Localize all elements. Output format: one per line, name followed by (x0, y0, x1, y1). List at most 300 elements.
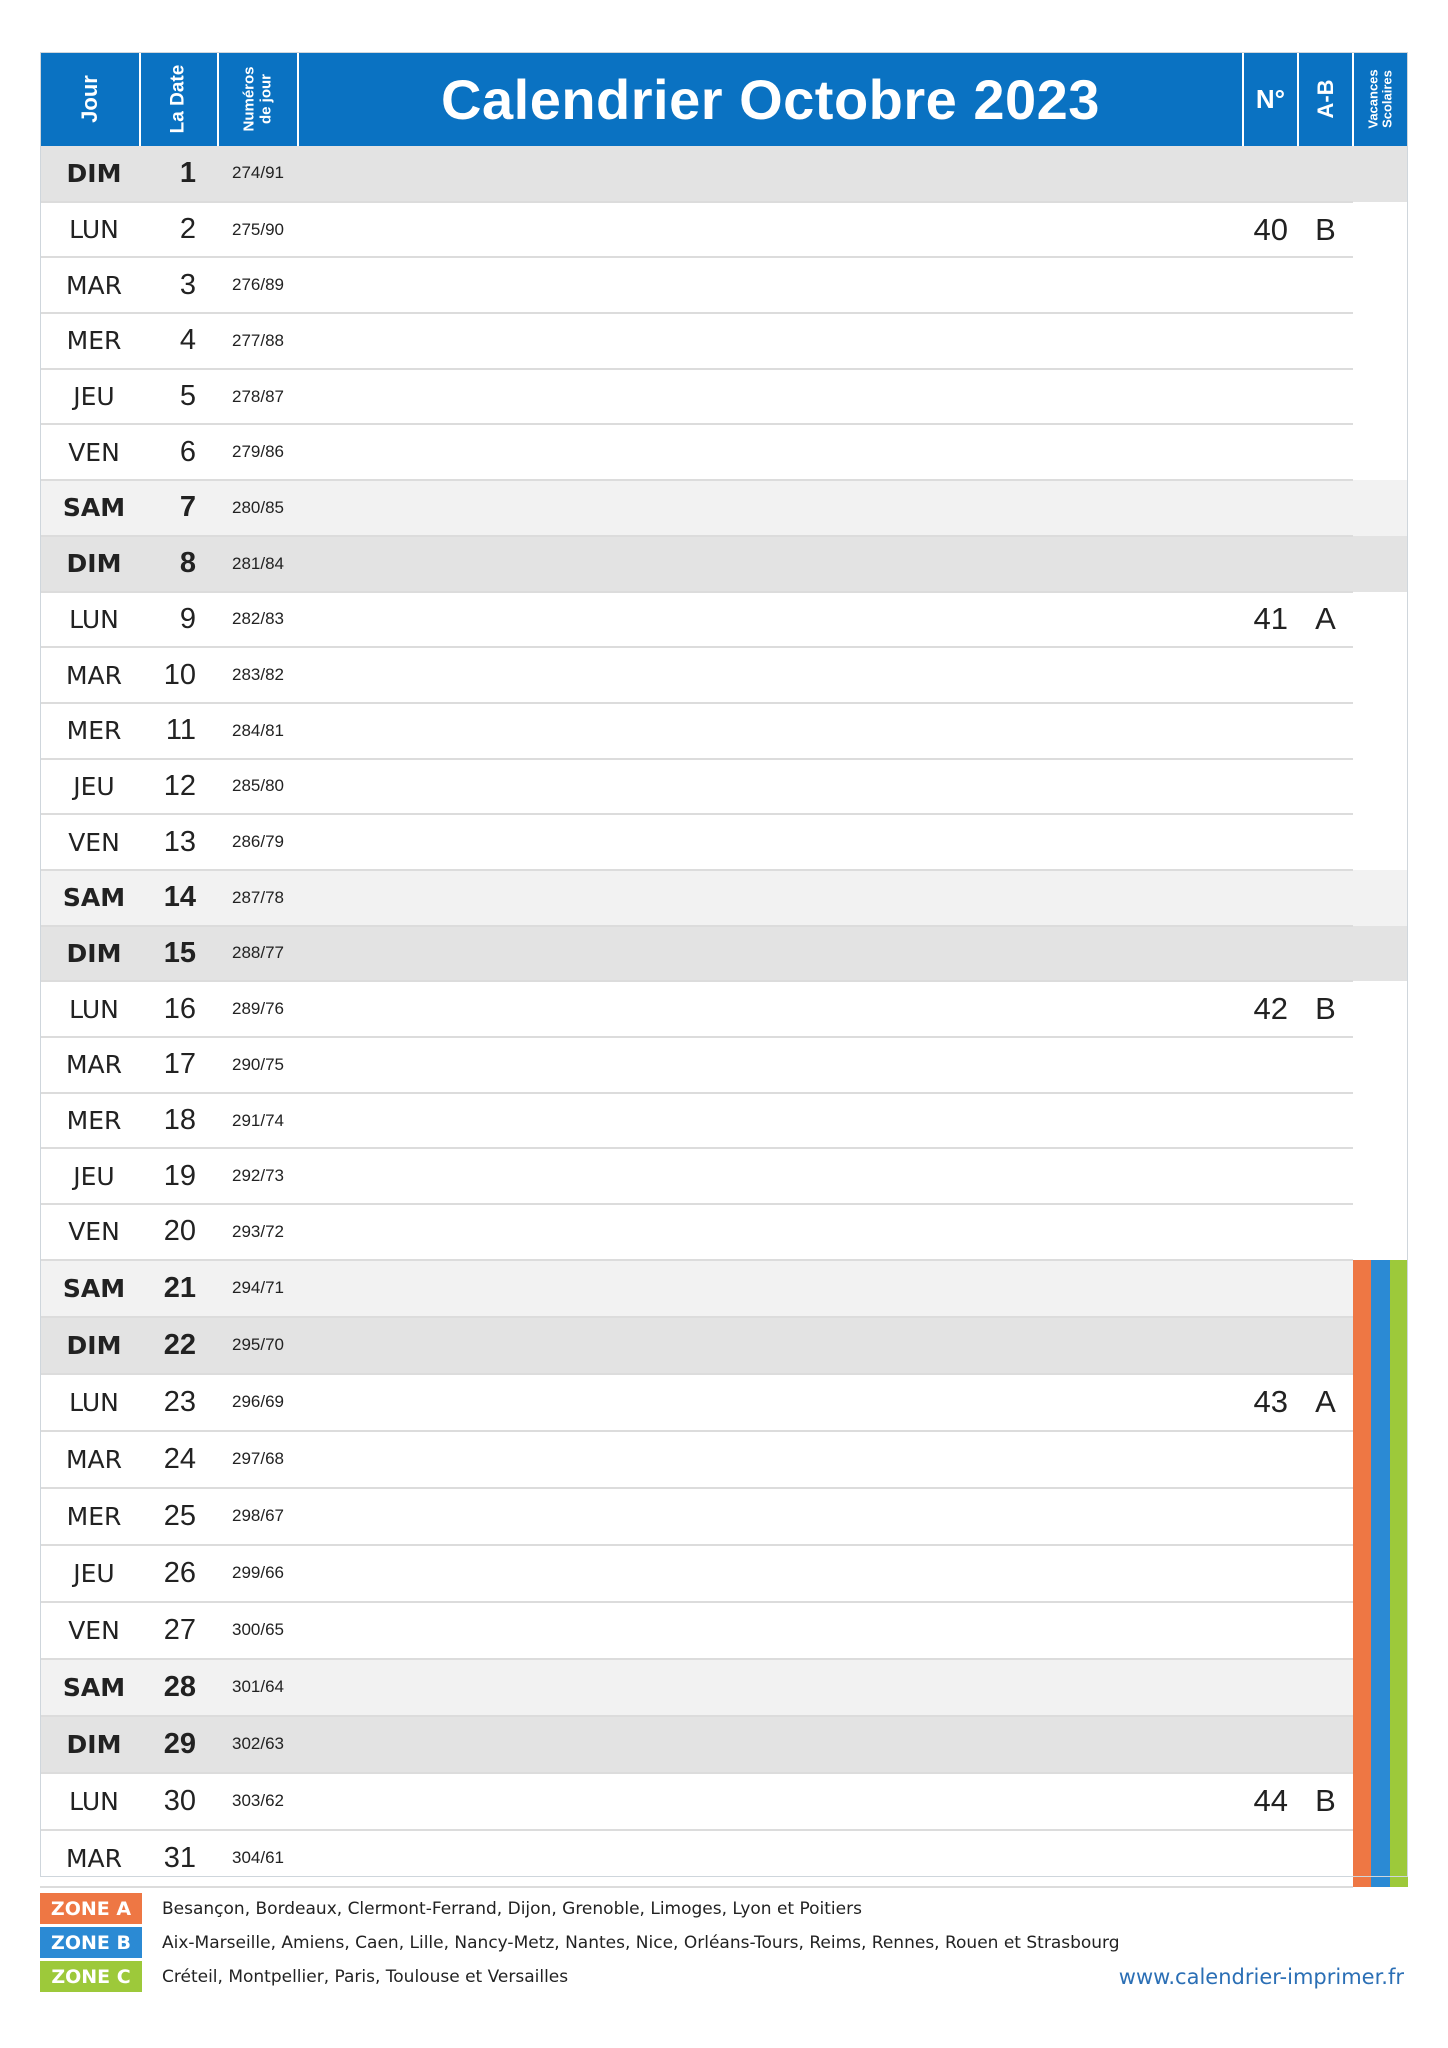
header-ab: A-B (1298, 52, 1353, 146)
weekday-cell: MAR (40, 647, 140, 703)
school-holiday-cell (1353, 146, 1408, 202)
date-cell: 21 (140, 1260, 218, 1317)
calendar-table (40, 52, 1408, 1888)
zone-a-badge: ZONE A (40, 1893, 142, 1924)
ab-week-cell (1298, 1317, 1353, 1374)
day-number-cell: 303/62 (218, 1773, 298, 1830)
weekday-cell: VEN (40, 1204, 140, 1260)
weekday-cell: DIM (40, 536, 140, 592)
header-day-number: Numéros de jour (218, 52, 298, 146)
ab-week-cell (1298, 647, 1353, 703)
day-number-cell: 290/75 (218, 1037, 298, 1093)
week-number-cell (1243, 146, 1298, 202)
holiday-zone-bars (1353, 1317, 1408, 1374)
day-number-cell: 288/77 (218, 926, 298, 982)
week-number-cell: 41 (1243, 592, 1298, 648)
day-number-cell: 284/81 (218, 703, 298, 759)
weekday-cell: VEN (40, 1602, 140, 1659)
holiday-zone-bars (1353, 1773, 1408, 1830)
notes-cell (298, 257, 1243, 313)
day-row (40, 1317, 1408, 1374)
notes-cell (298, 1602, 1243, 1659)
week-number-cell (1243, 926, 1298, 982)
day-number-cell: 301/64 (218, 1659, 298, 1716)
zone-c-badge: ZONE C (40, 1961, 142, 1992)
day-row (40, 536, 1408, 592)
holiday-zone-bars (1353, 1545, 1408, 1602)
day-row (40, 1830, 1408, 1887)
ab-week-cell: B (1298, 981, 1353, 1037)
school-holiday-cell (1353, 202, 1408, 258)
day-row (40, 647, 1408, 703)
weekday-cell: DIM (40, 146, 140, 202)
ab-week-cell (1298, 1148, 1353, 1204)
day-row (40, 1204, 1408, 1260)
date-cell: 28 (140, 1659, 218, 1716)
notes-cell (298, 1037, 1243, 1093)
school-holiday-cell (1353, 1773, 1408, 1830)
day-row (40, 814, 1408, 870)
day-number-cell: 298/67 (218, 1488, 298, 1545)
ab-week-cell (1298, 369, 1353, 425)
page-title: Calendrier Octobre 2023 (298, 52, 1243, 146)
day-number-cell: 283/82 (218, 647, 298, 703)
weekday-cell: MER (40, 1093, 140, 1149)
zone-b-holiday-bar (1371, 1773, 1389, 1830)
weekday-cell: VEN (40, 424, 140, 480)
ab-week-cell: B (1298, 202, 1353, 258)
school-holiday-cell (1353, 1545, 1408, 1602)
date-cell: 16 (140, 981, 218, 1037)
ab-week-cell: A (1298, 1374, 1353, 1431)
school-holiday-cell (1353, 424, 1408, 480)
weekday-cell: LUN (40, 981, 140, 1037)
week-number-cell: 43 (1243, 1374, 1298, 1431)
holiday-zone-bars (1353, 1830, 1408, 1887)
zone-a-cities: Besançon, Bordeaux, Clermont-Ferrand, Dijon, Grenoble, Limoges, Lyon et Poitiers (162, 1898, 862, 1919)
ab-week-cell (1298, 1716, 1353, 1773)
date-cell: 25 (140, 1488, 218, 1545)
weekday-cell: SAM (40, 1260, 140, 1317)
date-cell: 17 (140, 1037, 218, 1093)
day-number-cell: 297/68 (218, 1431, 298, 1488)
ab-week-cell (1298, 1545, 1353, 1602)
school-holiday-cell (1353, 480, 1408, 536)
date-cell: 10 (140, 647, 218, 703)
weekday-cell: MAR (40, 257, 140, 313)
weekday-cell: SAM (40, 1659, 140, 1716)
legend-row-zone-b (40, 1926, 1408, 1959)
school-holiday-cell (1353, 647, 1408, 703)
day-row (40, 1093, 1408, 1149)
weekday-cell: JEU (40, 1545, 140, 1602)
ab-week-cell (1298, 703, 1353, 759)
week-number-cell (1243, 313, 1298, 369)
date-cell: 23 (140, 1374, 218, 1431)
day-number-cell: 299/66 (218, 1545, 298, 1602)
ab-week-cell (1298, 1260, 1353, 1317)
notes-cell (298, 146, 1243, 202)
notes-cell (298, 1093, 1243, 1149)
weekday-cell: LUN (40, 202, 140, 258)
date-cell: 7 (140, 480, 218, 536)
week-number-cell (1243, 1148, 1298, 1204)
notes-cell (298, 1374, 1243, 1431)
week-number-cell (1243, 1260, 1298, 1317)
date-cell: 24 (140, 1431, 218, 1488)
ab-week-cell (1298, 424, 1353, 480)
day-row (40, 926, 1408, 982)
weekday-cell: MER (40, 1488, 140, 1545)
zone-a-holiday-bar (1353, 1545, 1371, 1602)
zone-a-holiday-bar (1353, 1773, 1371, 1830)
notes-cell (298, 1545, 1243, 1602)
notes-cell (298, 759, 1243, 815)
week-number-cell (1243, 1037, 1298, 1093)
holiday-zone-bars (1353, 1488, 1408, 1545)
legend-row-zone-a (40, 1892, 1408, 1925)
week-number-cell (1243, 703, 1298, 759)
zone-b-holiday-bar (1371, 1716, 1389, 1773)
day-number-cell: 294/71 (218, 1260, 298, 1317)
day-row (40, 424, 1408, 480)
week-number-cell (1243, 1204, 1298, 1260)
school-holiday-cell (1353, 1602, 1408, 1659)
zone-b-holiday-bar (1371, 1830, 1389, 1887)
ab-week-cell (1298, 1204, 1353, 1260)
school-holiday-cell (1353, 313, 1408, 369)
weekday-cell: MAR (40, 1037, 140, 1093)
zone-a-holiday-bar (1353, 1260, 1371, 1317)
weekday-cell: JEU (40, 759, 140, 815)
notes-cell (298, 926, 1243, 982)
school-holiday-cell (1353, 1317, 1408, 1374)
day-number-cell: 285/80 (218, 759, 298, 815)
weekday-cell: JEU (40, 369, 140, 425)
day-row (40, 1716, 1408, 1773)
day-number-cell: 302/63 (218, 1716, 298, 1773)
date-cell: 6 (140, 424, 218, 480)
week-number-cell (1243, 1488, 1298, 1545)
header-school-holidays: Vacances Scolaires (1353, 52, 1408, 146)
week-number-cell (1243, 647, 1298, 703)
ab-week-cell (1298, 1602, 1353, 1659)
school-holiday-cell (1353, 536, 1408, 592)
notes-cell (298, 369, 1243, 425)
week-number-cell (1243, 870, 1298, 926)
day-number-cell: 292/73 (218, 1148, 298, 1204)
ab-week-cell (1298, 146, 1353, 202)
notes-cell (298, 1148, 1243, 1204)
zone-c-holiday-bar (1390, 1773, 1408, 1830)
notes-cell (298, 647, 1243, 703)
week-number-cell: 42 (1243, 981, 1298, 1037)
zone-a-holiday-bar (1353, 1716, 1371, 1773)
notes-cell (298, 814, 1243, 870)
week-number-cell: 44 (1243, 1773, 1298, 1830)
date-cell: 18 (140, 1093, 218, 1149)
notes-cell (298, 1773, 1243, 1830)
weekday-cell: VEN (40, 814, 140, 870)
week-number-cell (1243, 1545, 1298, 1602)
day-row (40, 313, 1408, 369)
zone-c-holiday-bar (1390, 1830, 1408, 1887)
day-row (40, 1602, 1408, 1659)
weekday-cell: DIM (40, 926, 140, 982)
day-number-cell: 287/78 (218, 870, 298, 926)
weekday-cell: SAM (40, 480, 140, 536)
week-number-cell (1243, 814, 1298, 870)
zone-b-cities: Aix-Marseille, Amiens, Caen, Lille, Nancy-Metz, Nantes, Nice, Orléans-Tours, Reims, Rennes, Rouen et Strasbourg (162, 1932, 1120, 1953)
ab-week-cell (1298, 1830, 1353, 1887)
date-cell: 19 (140, 1148, 218, 1204)
ab-week-cell (1298, 480, 1353, 536)
zone-a-holiday-bar (1353, 1602, 1371, 1659)
zone-a-holiday-bar (1353, 1431, 1371, 1488)
day-number-cell: 276/89 (218, 257, 298, 313)
date-cell: 30 (140, 1773, 218, 1830)
school-holiday-cell (1353, 1093, 1408, 1149)
zone-c-holiday-bar (1390, 1374, 1408, 1431)
date-cell: 31 (140, 1830, 218, 1887)
day-number-cell: 304/61 (218, 1830, 298, 1887)
notes-cell (298, 424, 1243, 480)
school-holiday-cell (1353, 1204, 1408, 1260)
zone-c-holiday-bar (1390, 1260, 1408, 1317)
ab-week-cell (1298, 759, 1353, 815)
day-row (40, 1374, 1408, 1431)
zone-b-holiday-bar (1371, 1317, 1389, 1374)
week-number-cell (1243, 424, 1298, 480)
holiday-zone-bars (1353, 1260, 1408, 1317)
week-number-cell (1243, 369, 1298, 425)
zone-a-holiday-bar (1353, 1374, 1371, 1431)
day-number-cell: 280/85 (218, 480, 298, 536)
notes-cell (298, 1204, 1243, 1260)
week-number-cell (1243, 1830, 1298, 1887)
date-cell: 13 (140, 814, 218, 870)
ab-week-cell (1298, 1037, 1353, 1093)
holiday-zone-bars (1353, 1659, 1408, 1716)
notes-cell (298, 313, 1243, 369)
zone-c-holiday-bar (1390, 1431, 1408, 1488)
weekday-cell: MER (40, 313, 140, 369)
zone-c-holiday-bar (1390, 1488, 1408, 1545)
date-cell: 5 (140, 369, 218, 425)
zone-b-holiday-bar (1371, 1374, 1389, 1431)
zone-c-cities: Créteil, Montpellier, Paris, Toulouse et Versailles (162, 1966, 569, 1987)
header-day: Jour (40, 52, 140, 146)
holiday-zone-bars (1353, 1374, 1408, 1431)
notes-cell (298, 202, 1243, 258)
notes-cell (298, 870, 1243, 926)
ab-week-cell (1298, 536, 1353, 592)
date-cell: 14 (140, 870, 218, 926)
week-number-cell (1243, 759, 1298, 815)
holiday-zone-bars (1353, 1431, 1408, 1488)
week-number-cell (1243, 1093, 1298, 1149)
weekday-cell: MAR (40, 1431, 140, 1488)
week-number-cell (1243, 257, 1298, 313)
zone-a-holiday-bar (1353, 1317, 1371, 1374)
notes-cell (298, 1317, 1243, 1374)
school-holiday-cell (1353, 1431, 1408, 1488)
zone-b-holiday-bar (1371, 1602, 1389, 1659)
weekday-cell: LUN (40, 1374, 140, 1431)
school-holiday-cell (1353, 1037, 1408, 1093)
ab-week-cell (1298, 814, 1353, 870)
notes-cell (298, 480, 1243, 536)
school-holiday-cell (1353, 926, 1408, 982)
ab-week-cell (1298, 1093, 1353, 1149)
school-holiday-cell (1353, 981, 1408, 1037)
weekday-cell: DIM (40, 1716, 140, 1773)
notes-cell (298, 1260, 1243, 1317)
day-row (40, 1148, 1408, 1204)
school-holiday-cell (1353, 369, 1408, 425)
legend-row-zone-c (40, 1960, 1408, 1993)
ab-week-cell (1298, 926, 1353, 982)
school-holiday-cell (1353, 1488, 1408, 1545)
zone-legend (40, 1892, 1408, 1994)
day-row (40, 1659, 1408, 1716)
day-row (40, 257, 1408, 313)
day-row (40, 703, 1408, 759)
week-number-cell: 40 (1243, 202, 1298, 258)
ab-week-cell: A (1298, 592, 1353, 648)
day-number-cell: 277/88 (218, 313, 298, 369)
school-holiday-cell (1353, 1374, 1408, 1431)
zone-b-holiday-bar (1371, 1488, 1389, 1545)
notes-cell (298, 703, 1243, 759)
day-row (40, 369, 1408, 425)
header-row (40, 52, 1408, 146)
school-holiday-cell (1353, 1148, 1408, 1204)
zone-b-badge: ZONE B (40, 1927, 142, 1958)
day-row (40, 480, 1408, 536)
school-holiday-cell (1353, 814, 1408, 870)
day-row (40, 202, 1408, 258)
weekday-cell: MAR (40, 1830, 140, 1887)
day-row (40, 1488, 1408, 1545)
day-row (40, 592, 1408, 648)
notes-cell (298, 536, 1243, 592)
day-number-cell: 300/65 (218, 1602, 298, 1659)
day-row (40, 146, 1408, 202)
date-cell: 3 (140, 257, 218, 313)
ab-week-cell (1298, 1488, 1353, 1545)
day-row (40, 870, 1408, 926)
day-row (40, 1260, 1408, 1317)
day-number-cell: 275/90 (218, 202, 298, 258)
school-holiday-cell (1353, 1716, 1408, 1773)
notes-cell (298, 1716, 1243, 1773)
holiday-zone-bars (1353, 1716, 1408, 1773)
day-number-cell: 293/72 (218, 1204, 298, 1260)
weekday-cell: DIM (40, 1317, 140, 1374)
weekday-cell: SAM (40, 870, 140, 926)
day-number-cell: 281/84 (218, 536, 298, 592)
header-week-number: N° (1243, 52, 1298, 146)
date-cell: 27 (140, 1602, 218, 1659)
date-cell: 4 (140, 313, 218, 369)
date-cell: 22 (140, 1317, 218, 1374)
weekday-cell: JEU (40, 1148, 140, 1204)
week-number-cell (1243, 1716, 1298, 1773)
school-holiday-cell (1353, 592, 1408, 648)
ab-week-cell (1298, 870, 1353, 926)
zone-a-holiday-bar (1353, 1659, 1371, 1716)
day-row (40, 1545, 1408, 1602)
day-number-cell: 278/87 (218, 369, 298, 425)
holiday-zone-bars (1353, 1602, 1408, 1659)
weekday-cell: LUN (40, 1773, 140, 1830)
day-row (40, 1773, 1408, 1830)
ab-week-cell (1298, 1431, 1353, 1488)
date-cell: 9 (140, 592, 218, 648)
zone-b-holiday-bar (1371, 1659, 1389, 1716)
day-number-cell: 289/76 (218, 981, 298, 1037)
school-holiday-cell (1353, 870, 1408, 926)
zone-a-holiday-bar (1353, 1488, 1371, 1545)
notes-cell (298, 981, 1243, 1037)
weekday-cell: MER (40, 703, 140, 759)
date-cell: 15 (140, 926, 218, 982)
day-row (40, 1037, 1408, 1093)
zone-c-holiday-bar (1390, 1716, 1408, 1773)
week-number-cell (1243, 536, 1298, 592)
day-number-cell: 282/83 (218, 592, 298, 648)
date-cell: 26 (140, 1545, 218, 1602)
ab-week-cell (1298, 313, 1353, 369)
school-holiday-cell (1353, 1659, 1408, 1716)
day-row (40, 1431, 1408, 1488)
date-cell: 8 (140, 536, 218, 592)
school-holiday-cell (1353, 1830, 1408, 1887)
notes-cell (298, 1431, 1243, 1488)
day-number-cell: 291/74 (218, 1093, 298, 1149)
zone-b-holiday-bar (1371, 1260, 1389, 1317)
ab-week-cell (1298, 1659, 1353, 1716)
week-number-cell (1243, 480, 1298, 536)
date-cell: 1 (140, 146, 218, 202)
date-cell: 12 (140, 759, 218, 815)
day-row (40, 981, 1408, 1037)
header-date: La Date (140, 52, 218, 146)
zone-c-holiday-bar (1390, 1659, 1408, 1716)
date-cell: 29 (140, 1716, 218, 1773)
zone-b-holiday-bar (1371, 1431, 1389, 1488)
day-number-cell: 296/69 (218, 1374, 298, 1431)
day-number-cell: 274/91 (218, 146, 298, 202)
week-number-cell (1243, 1602, 1298, 1659)
weekday-cell: LUN (40, 592, 140, 648)
week-number-cell (1243, 1659, 1298, 1716)
date-cell: 11 (140, 703, 218, 759)
website-link[interactable]: www.calendrier-imprimer.fr (1118, 1964, 1404, 1989)
notes-cell (298, 1830, 1243, 1887)
calendar-body (40, 146, 1408, 1887)
day-number-cell: 279/86 (218, 424, 298, 480)
school-holiday-cell (1353, 257, 1408, 313)
zone-c-holiday-bar (1390, 1317, 1408, 1374)
school-holiday-cell (1353, 703, 1408, 759)
zone-b-holiday-bar (1371, 1545, 1389, 1602)
school-holiday-cell (1353, 1260, 1408, 1317)
day-row (40, 759, 1408, 815)
week-number-cell (1243, 1431, 1298, 1488)
date-cell: 2 (140, 202, 218, 258)
